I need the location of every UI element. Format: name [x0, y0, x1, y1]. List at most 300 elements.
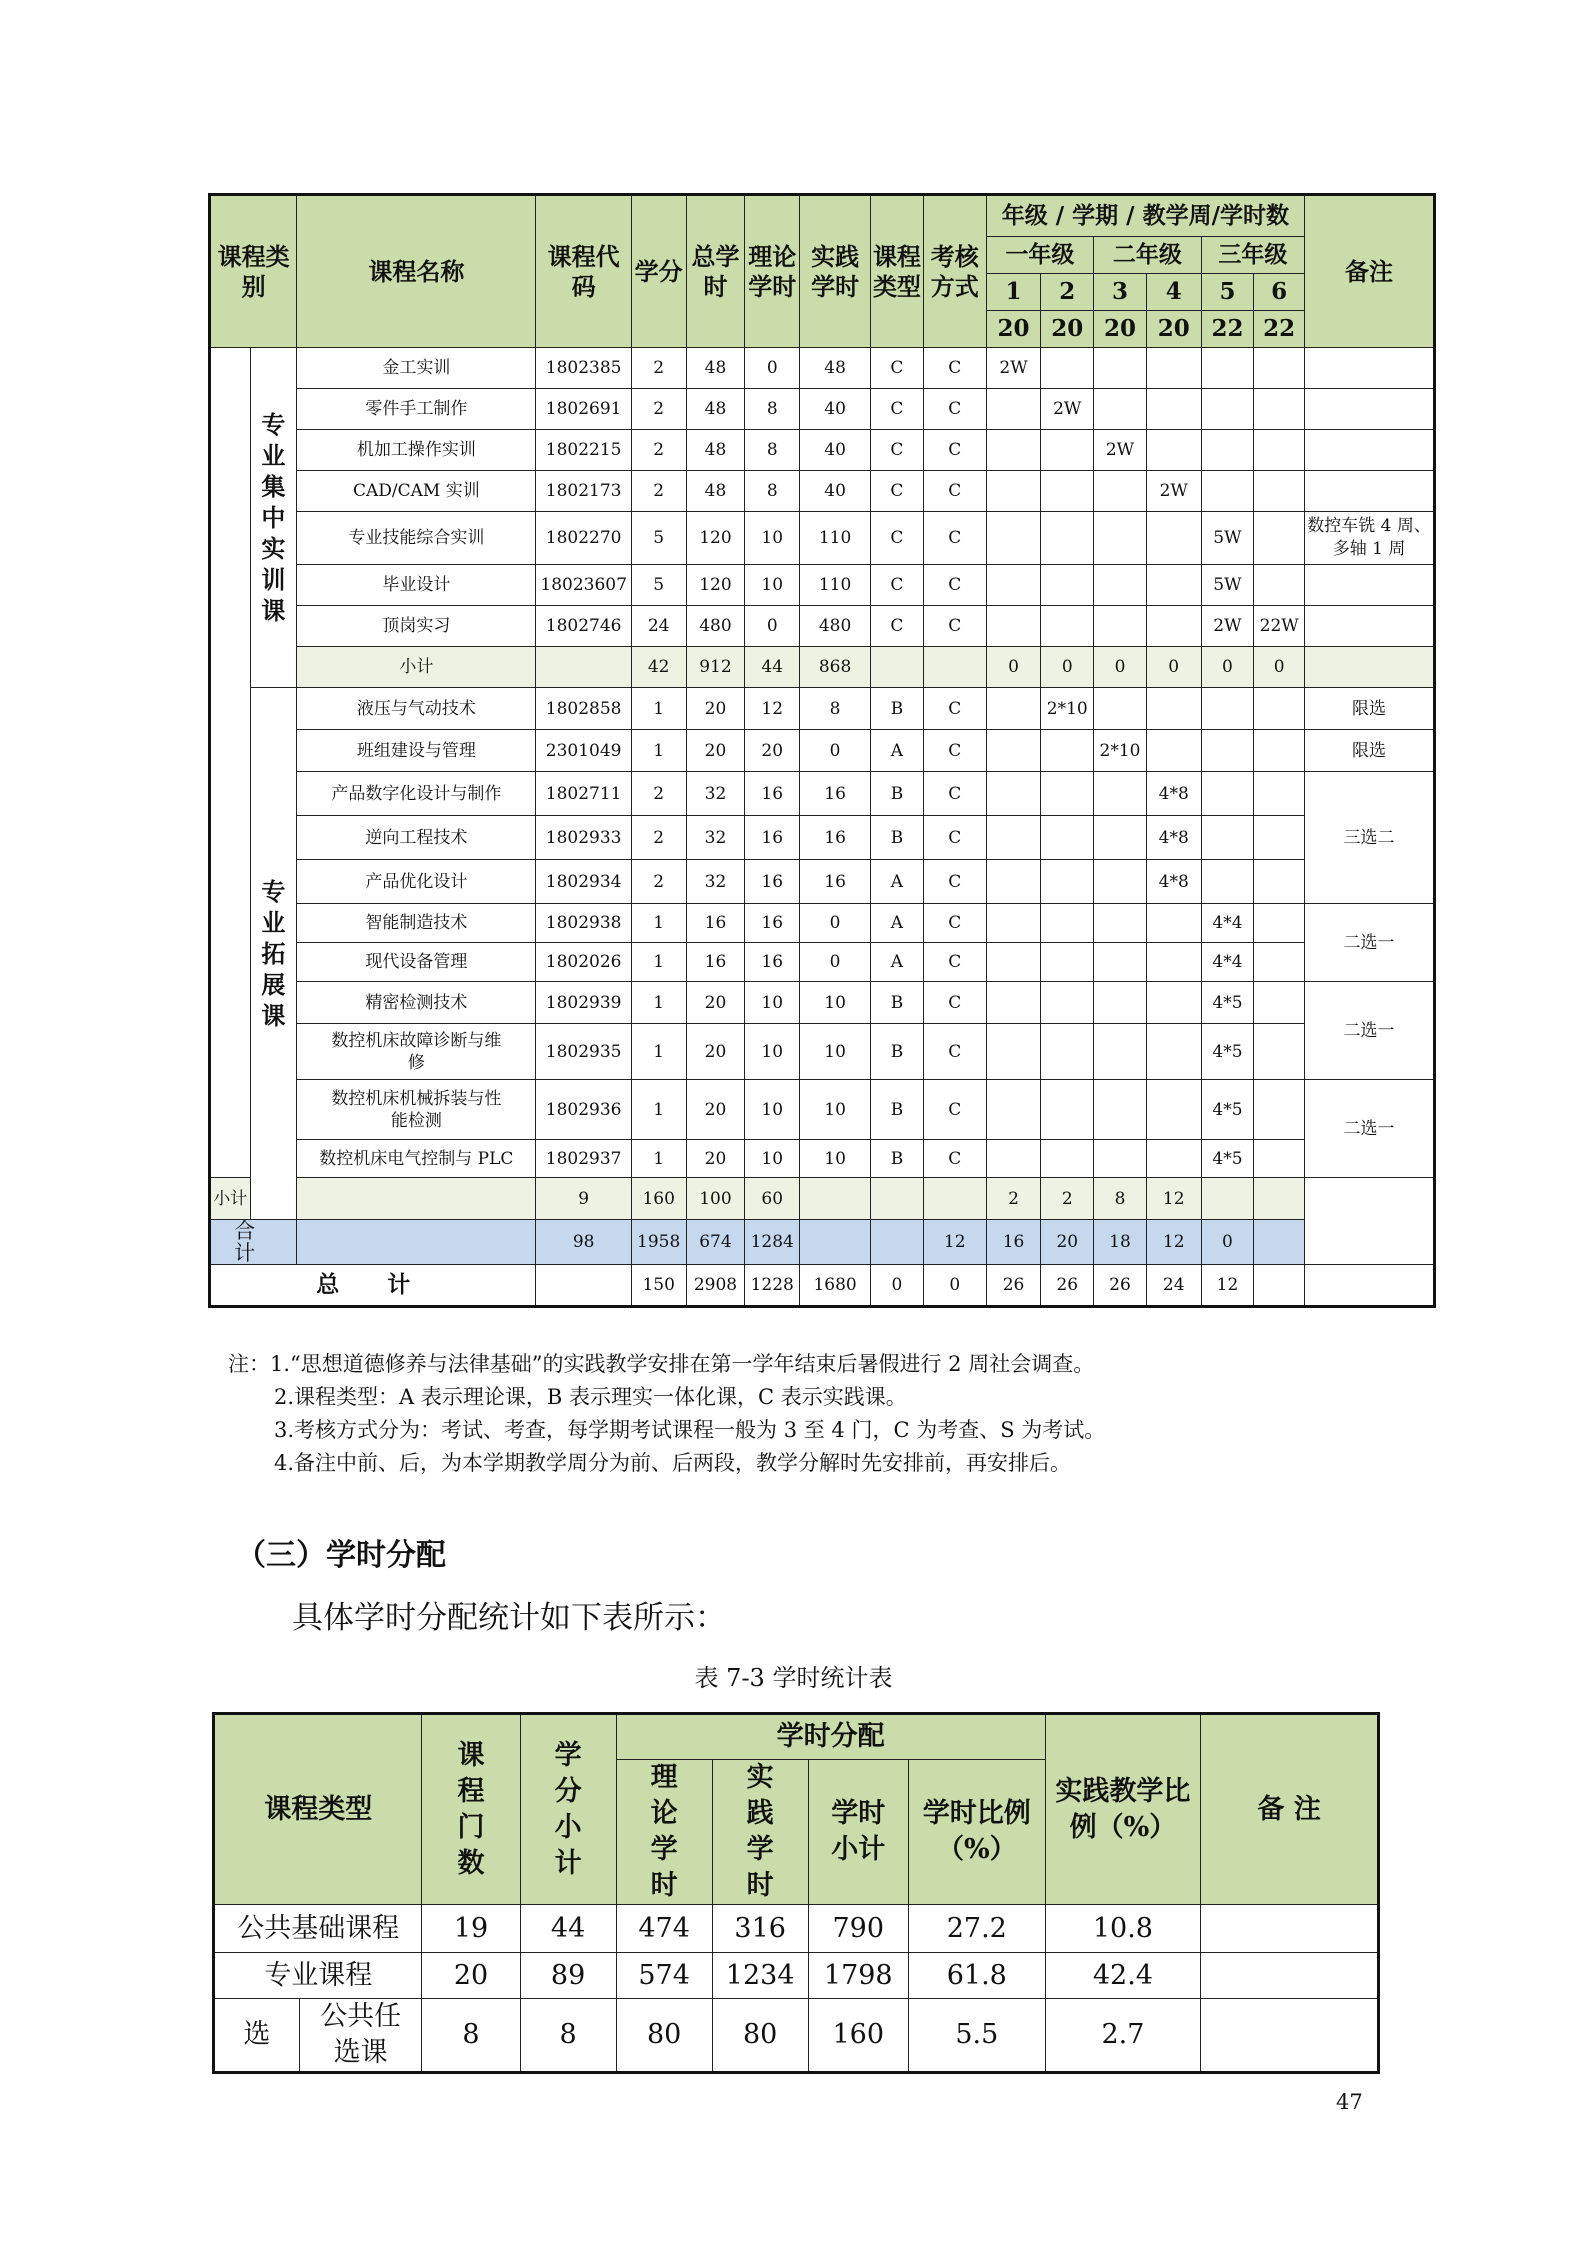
term-cell	[1041, 904, 1094, 943]
course-note	[1305, 430, 1435, 471]
course-theory: 20	[745, 730, 800, 772]
term-cell	[1041, 943, 1094, 982]
table-row	[210, 606, 1435, 647]
course-note	[1305, 389, 1435, 430]
term-cell	[1094, 606, 1147, 647]
course-name: 毕业设计	[297, 565, 536, 606]
term-cell	[1041, 1024, 1094, 1080]
term-cell	[1254, 1024, 1305, 1080]
term-cell	[1041, 565, 1094, 606]
course-code: 1802691	[536, 389, 631, 430]
course-credit: 2	[631, 860, 686, 904]
term-cell	[1094, 1024, 1147, 1080]
term-cell	[1254, 904, 1305, 943]
course-exam: C	[923, 1080, 986, 1140]
course-credit: 1	[631, 1080, 686, 1140]
term-cell	[1254, 1080, 1305, 1140]
course-practice: 10	[800, 982, 871, 1024]
course-code: 1802858	[536, 688, 631, 730]
course-type: C	[871, 606, 924, 647]
empty-cell	[536, 1265, 631, 1307]
course-total: 20	[686, 1140, 745, 1178]
course-code: 1802711	[536, 772, 631, 816]
course-total: 20	[686, 730, 745, 772]
stat-ratio: 61.8	[908, 1953, 1045, 1999]
course-code: 2301049	[536, 730, 631, 772]
subtotal-total: 160	[631, 1178, 686, 1220]
term-cell: 20	[1041, 1220, 1094, 1265]
table-row	[210, 565, 1435, 606]
term-cell: 12	[1146, 1220, 1201, 1265]
course-total: 20	[686, 982, 745, 1024]
course-type: A	[871, 904, 924, 943]
page-number: 47	[1336, 2090, 1363, 2114]
header-weeks: 20	[1146, 311, 1201, 348]
course-theory: 16	[745, 772, 800, 816]
term-cell	[1146, 1024, 1201, 1080]
course-practice: 40	[800, 430, 871, 471]
course-type: B	[871, 1080, 924, 1140]
course-note: 限选	[1305, 730, 1435, 772]
course-credit: 2	[631, 430, 686, 471]
term-cell	[986, 943, 1041, 982]
course-theory: 10	[745, 1024, 800, 1080]
section-title: （三）学时分配	[236, 1538, 446, 1573]
course-practice: 16	[800, 860, 871, 904]
header-weeks: 20	[986, 311, 1041, 348]
stat-header-credits: 学分小计	[520, 1714, 616, 1905]
term-cell	[1201, 1178, 1254, 1220]
term-cell: 2	[1041, 1178, 1094, 1220]
stat-remarks	[1201, 1999, 1379, 2073]
term-cell	[1254, 816, 1305, 860]
term-cell: 4*8	[1146, 816, 1201, 860]
course-total: 32	[686, 860, 745, 904]
subtotal-label: 小计	[210, 1178, 251, 1220]
table-row	[210, 1140, 1435, 1178]
course-practice: 40	[800, 471, 871, 512]
term-cell: 0	[986, 647, 1041, 688]
empty-cell	[800, 1178, 871, 1220]
term-cell	[1254, 389, 1305, 430]
course-note	[1305, 565, 1435, 606]
course-total: 48	[686, 471, 745, 512]
course-exam: C	[923, 348, 986, 389]
course-exam: C	[923, 389, 986, 430]
stat-header-type: 课程类型	[214, 1714, 422, 1905]
table-row	[210, 512, 1435, 565]
table-row	[210, 772, 1435, 816]
term-cell	[986, 389, 1041, 430]
term-cell	[1094, 565, 1147, 606]
course-total: 32	[686, 816, 745, 860]
course-total: 48	[686, 430, 745, 471]
sum-label: 合 计	[210, 1220, 297, 1265]
course-practice: 110	[800, 565, 871, 606]
empty-cell	[923, 647, 986, 688]
table-row	[210, 943, 1435, 982]
header-year3: 三年级	[1201, 237, 1304, 274]
table-row	[210, 816, 1435, 860]
term-cell	[1146, 688, 1201, 730]
term-cell: 4*8	[1146, 860, 1201, 904]
course-theory: 0	[745, 606, 800, 647]
term-cell: 2W	[986, 348, 1041, 389]
course-exam: C	[923, 730, 986, 772]
header-total-hours: 总学时	[686, 195, 745, 348]
stat-ratio: 5.5	[908, 1999, 1045, 2073]
course-note	[1305, 606, 1435, 647]
stat-type: 公共任选课	[299, 1999, 422, 2073]
course-theory: 16	[745, 816, 800, 860]
term-cell	[1094, 943, 1147, 982]
term-cell	[1146, 1140, 1201, 1178]
term-cell	[986, 772, 1041, 816]
course-exam: C	[923, 982, 986, 1024]
course-type: B	[871, 982, 924, 1024]
term-cell	[986, 512, 1041, 565]
note-line: 2.课程类型：A 表示理论课，B 表示理实一体化课，C 表示实践课。	[274, 1385, 907, 1409]
course-note: 二选一	[1305, 904, 1435, 982]
course-practice: 16	[800, 816, 871, 860]
note-line: 注：1.“思想道德修养与法律基础”的实践教学安排在第一学年结束后暑假进行 2 周社会调查。	[228, 1352, 1095, 1376]
empty-cell	[1305, 647, 1435, 688]
header-remarks: 备注	[1305, 195, 1435, 348]
course-total: 20	[686, 1080, 745, 1140]
term-cell	[1254, 471, 1305, 512]
term-cell	[1146, 1080, 1201, 1140]
course-practice: 0	[800, 904, 871, 943]
table-notes	[228, 1348, 1105, 1480]
course-credit: 1	[631, 982, 686, 1024]
term-cell	[1094, 348, 1147, 389]
course-practice: 40	[800, 389, 871, 430]
subtotal-practice: 868	[800, 647, 871, 688]
term-cell	[1041, 1140, 1094, 1178]
course-note: 限选	[1305, 688, 1435, 730]
course-name: 金工实训	[297, 348, 536, 389]
note-line: 4.备注中前、后，为本学期教学周分为前、后两段，教学分解时先安排前，再安排后。	[274, 1451, 1072, 1475]
course-exam: C	[923, 860, 986, 904]
course-code: 1802173	[536, 471, 631, 512]
term-cell: 0	[1254, 647, 1305, 688]
term-cell: 24	[1146, 1265, 1201, 1307]
course-note: 三选二	[1305, 772, 1435, 904]
term-cell	[1201, 471, 1254, 512]
table-row	[214, 1953, 1379, 1999]
stat-remarks	[1201, 1905, 1379, 1953]
course-exam: C	[923, 1024, 986, 1080]
term-cell	[986, 1080, 1041, 1140]
course-name: 机加工操作实训	[297, 430, 536, 471]
term-cell: 12	[1201, 1265, 1254, 1307]
stat-count: 20	[422, 1953, 520, 1999]
term-cell	[1201, 860, 1254, 904]
course-code: 1802270	[536, 512, 631, 565]
empty-cell	[800, 1220, 871, 1265]
term-cell	[1254, 943, 1305, 982]
term-cell	[1254, 348, 1305, 389]
header-term: 5	[1201, 274, 1254, 311]
term-cell	[1201, 430, 1254, 471]
course-credit: 1	[631, 1024, 686, 1080]
term-cell	[1254, 772, 1305, 816]
group2-label: 专 业 拓 展 课	[250, 688, 297, 1220]
term-cell	[1254, 730, 1305, 772]
term-cell	[1041, 471, 1094, 512]
course-practice: 0	[800, 943, 871, 982]
header-term: 6	[1254, 274, 1305, 311]
term-cell: 2W	[1146, 471, 1201, 512]
course-total: 48	[686, 348, 745, 389]
term-cell	[1146, 982, 1201, 1024]
table-row	[214, 1999, 1379, 2073]
stat-remarks	[1201, 1953, 1379, 1999]
course-theory: 10	[745, 1080, 800, 1140]
header-year2: 二年级	[1094, 237, 1201, 274]
subtotal-practice: 60	[745, 1178, 800, 1220]
grand-total-row	[210, 1265, 1435, 1307]
course-name: 数控机床电气控制与 PLC	[297, 1140, 536, 1178]
table-row	[210, 1080, 1435, 1140]
term-cell	[986, 816, 1041, 860]
subtotal-theory: 44	[745, 647, 800, 688]
term-cell	[986, 606, 1041, 647]
course-total: 32	[686, 772, 745, 816]
course-credit: 1	[631, 688, 686, 730]
course-type: A	[871, 860, 924, 904]
course-total: 20	[686, 1024, 745, 1080]
term-cell: 4*5	[1201, 1080, 1254, 1140]
term-cell	[986, 688, 1041, 730]
term-cell: 4*5	[1201, 982, 1254, 1024]
term-cell	[1146, 430, 1201, 471]
table-row	[210, 860, 1435, 904]
header-term: 4	[1146, 274, 1201, 311]
term-cell	[1254, 688, 1305, 730]
stat-practice-ratio: 2.7	[1045, 1999, 1200, 2073]
course-theory: 10	[745, 565, 800, 606]
stat-theory: 574	[616, 1953, 712, 1999]
term-cell: 2	[986, 1178, 1041, 1220]
table-row	[210, 389, 1435, 430]
stat-credits: 8	[520, 1999, 616, 2073]
course-name: 数控机床故障诊断与维修	[297, 1024, 536, 1080]
empty-cell	[1254, 1178, 1305, 1220]
stat-practice: 80	[712, 1999, 808, 2073]
header-term: 3	[1094, 274, 1147, 311]
stat-header-theory: 理论学时	[616, 1760, 712, 1905]
empty-cell	[297, 1178, 536, 1220]
header-term: 2	[1041, 274, 1094, 311]
term-cell: 4*4	[1201, 904, 1254, 943]
term-cell	[1146, 389, 1201, 430]
course-code: 18023607	[536, 565, 631, 606]
term-cell: 5W	[1201, 512, 1254, 565]
grand-total-type: 0	[871, 1265, 924, 1307]
header-credit: 学分	[631, 195, 686, 348]
term-cell	[1041, 982, 1094, 1024]
course-total: 16	[686, 904, 745, 943]
stat-practice: 1234	[712, 1953, 808, 1999]
term-cell: 2*10	[1041, 688, 1094, 730]
hours-statistics-table	[212, 1712, 1380, 2074]
course-code: 1802933	[536, 816, 631, 860]
grand-total-credit: 150	[631, 1265, 686, 1307]
header-practice-hours: 实践学时	[800, 195, 871, 348]
term-cell: 4*5	[1201, 1024, 1254, 1080]
subtotal-credit: 9	[536, 1178, 631, 1220]
stat-subtotal: 790	[808, 1905, 908, 1953]
course-code: 1802935	[536, 1024, 631, 1080]
header-theory-hours: 理论学时	[745, 195, 800, 348]
course-exam: C	[923, 606, 986, 647]
term-cell	[986, 1024, 1041, 1080]
course-type: C	[871, 389, 924, 430]
term-cell	[1094, 816, 1147, 860]
sum-credit: 98	[536, 1220, 631, 1265]
header-weeks: 20	[1094, 311, 1147, 348]
term-cell	[1094, 1080, 1147, 1140]
course-code: 1802937	[536, 1140, 631, 1178]
term-cell	[1041, 860, 1094, 904]
course-exam: C	[923, 943, 986, 982]
course-practice: 110	[800, 512, 871, 565]
course-theory: 0	[745, 348, 800, 389]
stat-type: 专业课程	[214, 1953, 422, 1999]
course-theory: 10	[745, 1140, 800, 1178]
course-code: 1802026	[536, 943, 631, 982]
course-name: 精密检测技术	[297, 982, 536, 1024]
grand-total-label: 总 计	[210, 1265, 536, 1307]
term-cell: 0	[1041, 647, 1094, 688]
term-cell	[1254, 512, 1305, 565]
stat-practice: 316	[712, 1905, 808, 1953]
term-cell	[1094, 982, 1147, 1024]
term-cell	[1041, 730, 1094, 772]
stat-header-practice: 实践学时	[712, 1760, 808, 1905]
stat-theory: 474	[616, 1905, 712, 1953]
header-weeks: 22	[1254, 311, 1305, 348]
stat-header-count: 课程门数	[422, 1714, 520, 1905]
course-note: 二选一	[1305, 1080, 1435, 1178]
course-name: CAD/CAM 实训	[297, 471, 536, 512]
term-cell	[1094, 512, 1147, 565]
course-credit: 5	[631, 565, 686, 606]
term-cell	[986, 1140, 1041, 1178]
term-cell: 4*8	[1146, 772, 1201, 816]
term-cell	[1094, 471, 1147, 512]
grand-total-exam: 0	[923, 1265, 986, 1307]
course-credit: 2	[631, 816, 686, 860]
term-cell	[1041, 430, 1094, 471]
empty-cell	[1305, 1265, 1435, 1307]
term-cell	[1094, 688, 1147, 730]
course-note	[1305, 471, 1435, 512]
stat-type: 公共基础课程	[214, 1905, 422, 1953]
course-code: 1802936	[536, 1080, 631, 1140]
term-cell	[1041, 348, 1094, 389]
term-cell	[1146, 512, 1201, 565]
course-total: 480	[686, 606, 745, 647]
term-cell: 16	[986, 1220, 1041, 1265]
term-cell	[1041, 512, 1094, 565]
term-cell: 2*10	[1094, 730, 1147, 772]
stat-group: 选	[214, 1999, 300, 2073]
course-credit: 1	[631, 730, 686, 772]
course-theory: 8	[745, 389, 800, 430]
course-exam: C	[923, 565, 986, 606]
stat-credits: 89	[520, 1953, 616, 1999]
course-name: 产品优化设计	[297, 860, 536, 904]
term-cell	[1041, 606, 1094, 647]
course-credit: 24	[631, 606, 686, 647]
empty-cell	[1254, 1265, 1305, 1307]
course-credit: 2	[631, 471, 686, 512]
course-type: C	[871, 512, 924, 565]
course-type: B	[871, 816, 924, 860]
empty-cell	[871, 1220, 924, 1265]
header-code: 课程代码	[536, 195, 631, 348]
course-code: 1802385	[536, 348, 631, 389]
table-row	[210, 688, 1435, 730]
course-type: A	[871, 730, 924, 772]
header-name: 课程名称	[297, 195, 536, 348]
course-total: 20	[686, 688, 745, 730]
course-name: 逆向工程技术	[297, 816, 536, 860]
stat-ratio: 27.2	[908, 1905, 1045, 1953]
term-cell: 2W	[1041, 389, 1094, 430]
course-practice: 8	[800, 688, 871, 730]
term-cell	[1201, 389, 1254, 430]
grand-total-practice: 1680	[800, 1265, 871, 1307]
course-theory: 16	[745, 904, 800, 943]
stat-subtotal: 1798	[808, 1953, 908, 1999]
course-name: 数控机床机械拆装与性能检测	[297, 1080, 536, 1140]
term-cell	[1201, 730, 1254, 772]
term-cell	[1146, 348, 1201, 389]
sum-theory: 674	[686, 1220, 745, 1265]
group1-label: 专 业 集 中 实 训 课	[250, 348, 297, 688]
course-name: 产品数字化设计与制作	[297, 772, 536, 816]
course-note: 数控车铣 4 周、多轴 1 周	[1305, 512, 1435, 565]
term-cell: 18	[1094, 1220, 1147, 1265]
table-row	[210, 1024, 1435, 1080]
sum-total: 1958	[631, 1220, 686, 1265]
note-line: 3.考核方式分为：考试、考查，每学期考试课程一般为 3 至 4 门，C 为考查、S 为考试。	[274, 1418, 1106, 1442]
curriculum-table	[208, 193, 1436, 1308]
stat-subtotal: 160	[808, 1999, 908, 2073]
course-exam: C	[923, 772, 986, 816]
term-cell	[1146, 904, 1201, 943]
empty-cell	[536, 647, 631, 688]
course-type: B	[871, 688, 924, 730]
term-cell	[986, 860, 1041, 904]
course-type: A	[871, 943, 924, 982]
term-cell	[1146, 730, 1201, 772]
group-outer-spacer	[210, 348, 251, 1178]
term-cell	[1094, 772, 1147, 816]
course-practice: 10	[800, 1024, 871, 1080]
term-cell: 2W	[1094, 430, 1147, 471]
sum-row	[210, 1220, 1435, 1265]
table-row	[214, 1905, 1379, 1953]
empty-cell	[871, 647, 924, 688]
course-name: 现代设备管理	[297, 943, 536, 982]
table-row	[210, 730, 1435, 772]
term-cell: 0	[1146, 647, 1201, 688]
header-weeks: 22	[1201, 311, 1254, 348]
